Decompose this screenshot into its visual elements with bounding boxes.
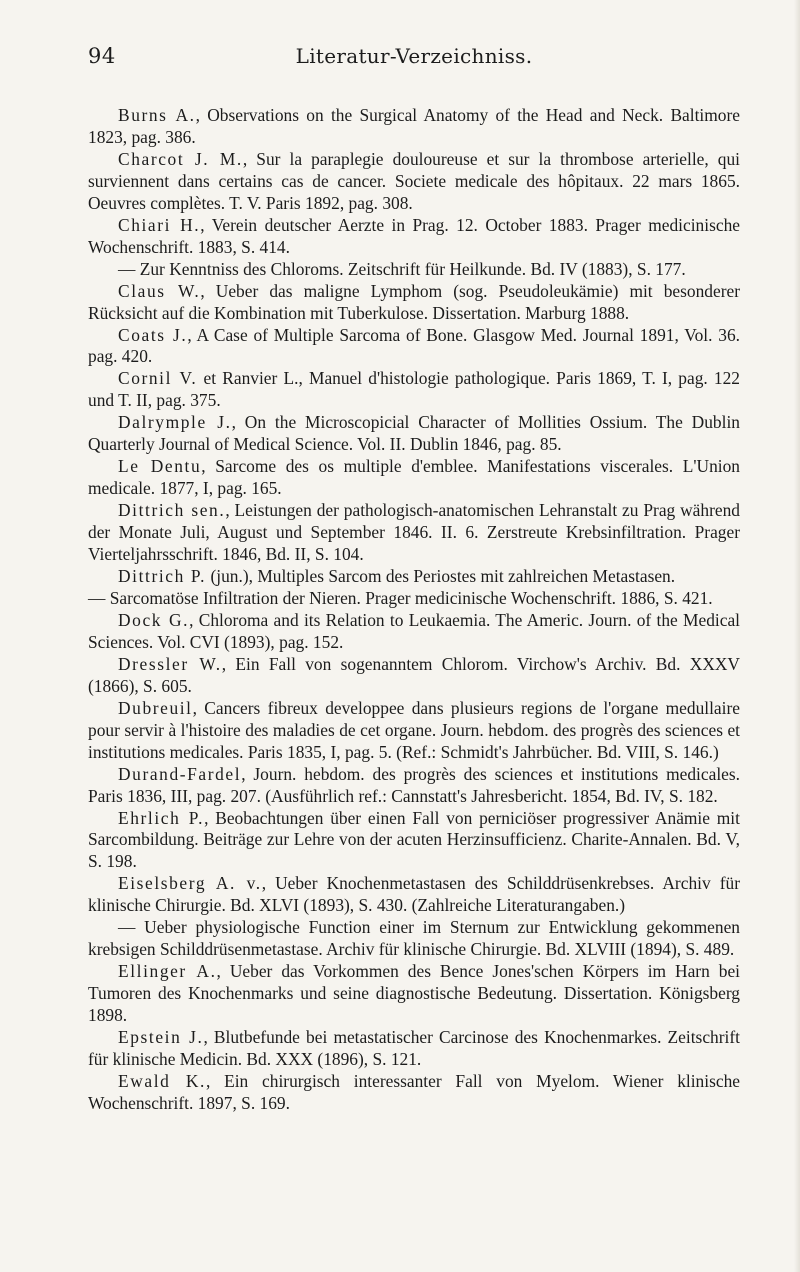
reference-entry bbox=[88, 698, 740, 764]
reference-author: Cornil V. bbox=[118, 368, 198, 389]
reference-text: , Verein deutscher Aerzte in Prag. 12. October 1883. Prager medicinische Wochenschrift. 1883, S. 414. bbox=[88, 214, 740, 257]
page-edge-shadow bbox=[794, 0, 800, 1272]
reference-author: Durand-Fardel bbox=[118, 763, 242, 784]
reference-entry bbox=[88, 281, 740, 325]
reference-entry bbox=[88, 149, 740, 215]
reference-author: Dalrymple J. bbox=[118, 412, 232, 433]
reference-text: , Sur la paraplegie douloureuse et sur la thrombose arterielle, qui surviennent dans certains cas de cancer. Societe medicale des hôpitaux. 22 mars 1865. Oeuvres complètes. T. V. Paris 1892, pag. 308. bbox=[88, 148, 740, 213]
reference-text: , Ueber das Vorkommen des Bence Jones'schen Körpers im Harn bei Tumoren des Knochenmarks und seine diagnostische Bedeutung. Dissertation. Königsberg 1898. bbox=[88, 961, 740, 1026]
reference-author: Ewald K. bbox=[118, 1070, 206, 1091]
reference-author: Dubreuil bbox=[118, 697, 193, 718]
reference-entry bbox=[88, 1027, 740, 1071]
reference-author: Epstein J. bbox=[118, 1027, 204, 1048]
reference-entry bbox=[88, 654, 740, 698]
reference-text: (jun.), Multiples Sarcom des Periostes mit zahlreichen Metastasen. bbox=[206, 566, 676, 587]
reference-entry bbox=[88, 325, 740, 369]
reference-text: , A Case of Multiple Sarcoma of Bone. Glasgow Med. Journal 1891, Vol. 36. pag. 420. bbox=[88, 324, 740, 367]
reference-author: Charcot J. M. bbox=[118, 148, 243, 169]
reference-text: , Leistungen der pathologisch-anatomischen Lehranstalt zu Prag während der Monate Juli, August und September 1846. II. 6. Zerstreute Krebsinfiltration. Prager Vierteljahrsschrift. 1846, Bd. II, S. 104. bbox=[88, 500, 740, 565]
reference-text: , Ein Fall von sogenanntem Chlorom. Virchow's Archiv. Bd. XXXV (1866), S. 605. bbox=[88, 653, 740, 696]
reference-entry bbox=[88, 610, 740, 654]
reference-author: Dressler W. bbox=[118, 653, 222, 674]
reference-text: , Beobachtungen über einen Fall von perniciöser progressiver Anämie mit Sarcombildung. Beiträge zur Lehre von der acuten Herzinsufficienz. Charite-Annalen. Bd. V, S. 198. bbox=[88, 807, 740, 872]
page-number: 94 bbox=[88, 44, 116, 68]
reference-text: — Sarcomatöse Infiltration der Nieren. Prager medicinische Wochenschrift. 1886, S. 421. bbox=[88, 587, 713, 608]
reference-entry bbox=[88, 215, 740, 259]
reference-entry bbox=[88, 764, 740, 808]
reference-text: , Cancers fibreux developpee dans plusieurs regions de l'organe medullaire pour servir à l'histoire des maladies de cet organe. Journ. hebdom. des progrès des sciences et institutions medicales. Paris 1835, I, pag. 5. (Ref.: Schmidt's Jahrbücher. Bd. VIII, S. 146.) bbox=[88, 697, 740, 762]
reference-entry bbox=[88, 412, 740, 456]
reference-entry bbox=[88, 588, 740, 610]
reference-author: Ellinger A. bbox=[118, 961, 217, 982]
reference-author: Le Dentu bbox=[118, 456, 202, 477]
reference-entry bbox=[88, 917, 740, 961]
reference-text: , On the Microscopicial Character of Mollities Ossium. The Dublin Quarterly Journal of Medical Science. Vol. II. Dublin 1846, pag. 85. bbox=[88, 412, 740, 455]
reference-author: Burns A. bbox=[118, 105, 196, 125]
reference-author: Dittrich sen. bbox=[118, 500, 226, 521]
reference-entry bbox=[88, 1071, 740, 1115]
reference-entry bbox=[88, 259, 740, 281]
reference-author: Dock G. bbox=[118, 609, 190, 630]
reference-author: Chiari H. bbox=[118, 214, 201, 235]
reference-text: , Sarcome des os multiple d'emblee. Manifestations viscerales. L'Union medicale. 1877, I, pag. 165. bbox=[88, 456, 740, 499]
reference-text: , Ein chirurgisch interessanter Fall von Myelom. Wiener klinische Wochenschrift. 1897, S. 169. bbox=[88, 1070, 740, 1113]
reference-entry bbox=[88, 105, 740, 149]
reference-text: , Blutbefunde bei metastatischer Carcinose des Knochenmarkes. Zeitschrift für klinische Medicin. Bd. XXX (1896), S. 121. bbox=[88, 1027, 740, 1069]
reference-author: Ehrlich P. bbox=[118, 807, 205, 828]
reference-entry bbox=[88, 456, 740, 500]
reference-text: , Journ. hebdom. des progrès des sciences et institutions medicales. Paris 1836, III, pag. 207. (Ausführlich ref.: Cannstatt's Jahresbericht. 1854, Bd. IV, S. 182. bbox=[88, 763, 740, 806]
reference-author: Eiselsberg A. v. bbox=[118, 873, 262, 894]
reference-text: et Ranvier L., Manuel d'histologie pathologique. Paris 1869, T. I, pag. 122 und T. II, pag. 375. bbox=[88, 368, 740, 411]
reference-entry bbox=[88, 500, 740, 566]
reference-entry bbox=[88, 566, 740, 588]
reference-text: , Chloroma and its Relation to Leukaemia. The Americ. Journ. of the Medical Sciences. Vol. CVI (1893), pag. 152. bbox=[88, 609, 741, 652]
reference-text: — Ueber physiologische Function einer im Sternum zur Entwicklung gekommenen krebsigen Schilddrüsenmetastase. Archiv für klinische Chirurgie. Bd. XLVIII (1894), S. 489. bbox=[88, 917, 740, 960]
reference-author: Coats J. bbox=[118, 324, 188, 345]
reference-entry bbox=[88, 961, 740, 1027]
reference-entry bbox=[88, 873, 740, 917]
reference-author: Dittrich P. bbox=[118, 566, 207, 587]
reference-text: , Ueber das maligne Lymphom (sog. Pseudoleukämie) mit besonderer Rücksicht auf die Kombination mit Tuberkulose. Dissertation. Marburg 1888. bbox=[88, 280, 740, 323]
reference-entry bbox=[88, 808, 740, 874]
reference-text: — Zur Kenntniss des Chloroms. Zeitschrift für Heilkunde. Bd. IV (1883), S. 177. bbox=[118, 258, 686, 279]
reference-list bbox=[88, 105, 740, 1115]
reference-text: , Ueber Knochenmetastasen des Schilddrüsenkrebses. Archiv für klinische Chirurgie. Bd. XLVI (1893), S. 430. (Zahlreiche Literaturangaben.) bbox=[88, 873, 740, 916]
page-header bbox=[88, 44, 740, 74]
reference-author: Claus W. bbox=[118, 280, 201, 301]
running-title: Literatur-Verzeichniss. bbox=[295, 44, 533, 68]
reference-entry bbox=[88, 368, 740, 412]
reference-text: , Observations on the Surgical Anatomy of the Head and Neck. Baltimore 1823, pag. 386. bbox=[88, 105, 740, 147]
